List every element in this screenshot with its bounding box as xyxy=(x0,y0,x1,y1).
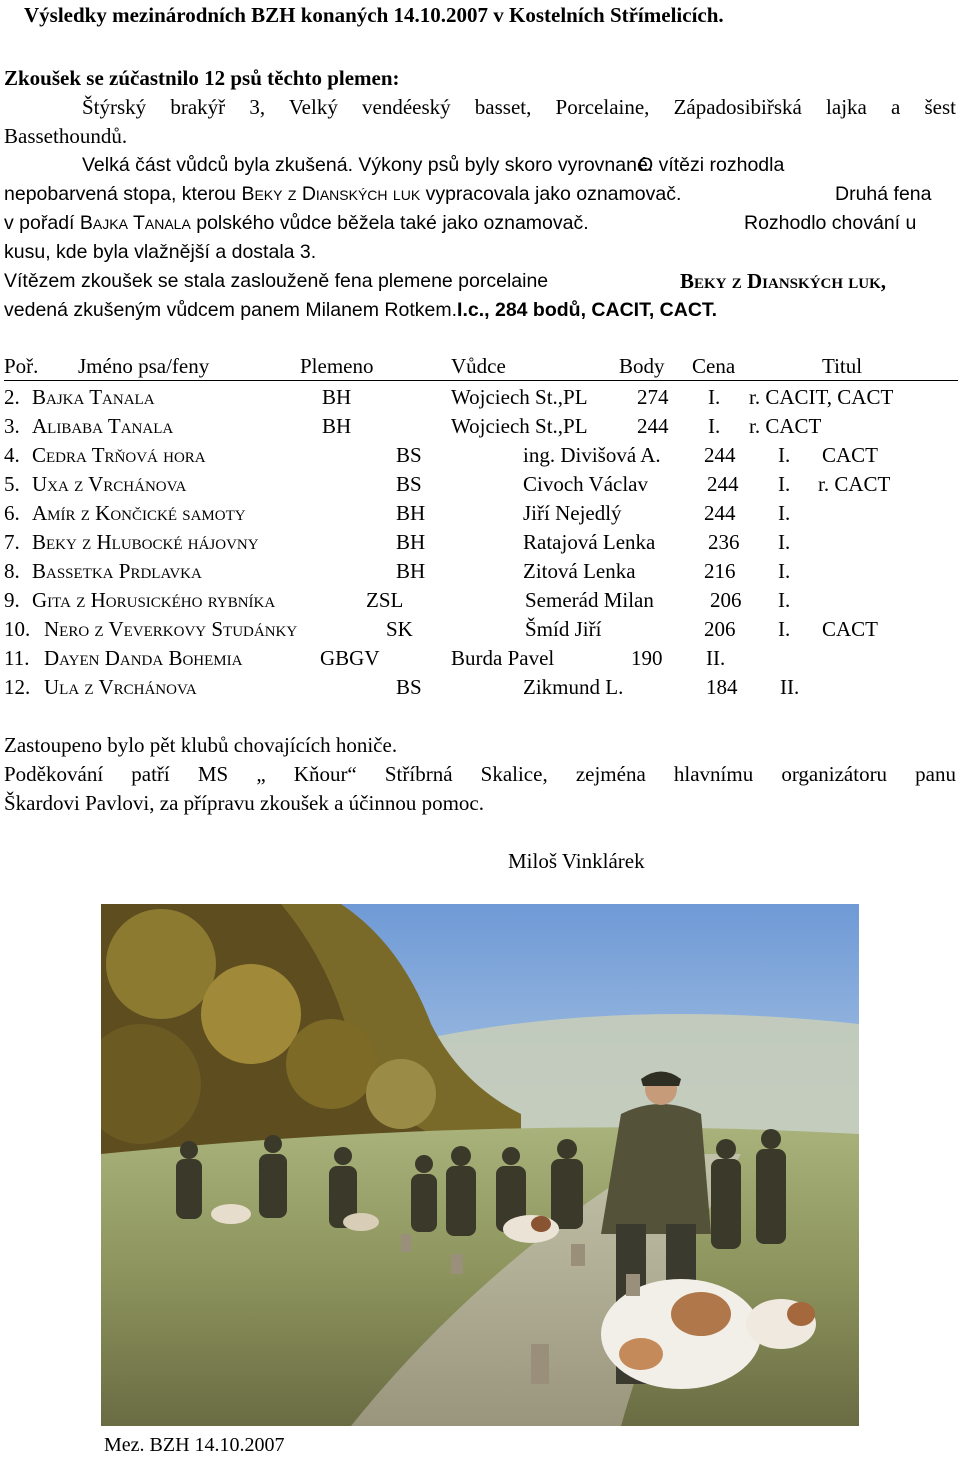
col-header-points: Body xyxy=(619,354,665,378)
row-points: 216 xyxy=(704,559,736,583)
row-rank: 12. xyxy=(4,675,31,699)
col-header-title: Titul xyxy=(822,354,863,378)
row-prize: I. xyxy=(708,414,721,438)
row-handler: Wojciech St.,PL xyxy=(451,385,588,409)
row-dog-name: Dayen Danda Bohemia xyxy=(44,646,243,670)
author-signature: Miloš Vinklárek xyxy=(508,849,645,873)
row-title: r. CACT xyxy=(818,472,891,496)
row-breed: BS xyxy=(396,443,422,467)
row-points: 244 xyxy=(637,414,669,438)
row-breed: SK xyxy=(386,617,413,641)
row-handler: Semerád Milan xyxy=(525,588,654,612)
row-breed: BH xyxy=(322,414,352,438)
row-dog-name: Gita z Horusického rybníka xyxy=(32,588,276,612)
col-header-rank: Poř. xyxy=(4,354,39,378)
row-rank: 10. xyxy=(4,617,31,641)
row-prize: I. xyxy=(778,588,791,612)
p2-b: vypracovala jako oznamovač. xyxy=(425,183,682,205)
row-rank: 9. xyxy=(4,588,20,612)
p2-c: Druhá fena xyxy=(835,183,932,205)
row-title: CACT xyxy=(822,617,879,641)
row-rank: 3. xyxy=(4,414,20,438)
row-breed: BH xyxy=(322,385,352,409)
row-breed: BS xyxy=(396,472,422,496)
winner-result: I.c., 284 bodů, CACIT, CACT. xyxy=(457,299,718,321)
row-prize: II. xyxy=(706,646,726,670)
row-rank: 4. xyxy=(4,443,20,467)
row-rank: 5. xyxy=(4,472,20,496)
winner-name: Beky z Dianských luk, xyxy=(680,269,887,293)
row-prize: I. xyxy=(778,501,791,525)
photo-caption: Mez. BZH 14.10.2007 xyxy=(104,1434,285,1456)
col-header-breed: Plemeno xyxy=(300,354,374,378)
p1-b: Výkony psů byly skoro vyrovnané. xyxy=(358,154,654,176)
row-handler: Ratajová Lenka xyxy=(523,530,656,554)
row-dog-name: Alibaba Tanala xyxy=(32,414,174,438)
row-handler: Jiří Nejedlý xyxy=(523,501,622,525)
row-rank: 2. xyxy=(4,385,20,409)
row-points: 184 xyxy=(706,675,738,699)
row-breed: BH xyxy=(396,559,426,583)
intro-heading: Zkoušek se zúčastnilo 12 psů těchto plemen: xyxy=(4,66,400,90)
row-title: r. CACIT, CACT xyxy=(749,385,894,409)
p2-a: nepobarvená stopa, kterou xyxy=(4,183,237,205)
clubs-note: Zastoupeno bylo pět klubů chovajících honiče. xyxy=(4,733,398,757)
row-handler: Šmíd Jiří xyxy=(525,617,602,641)
row-points: 244 xyxy=(707,472,739,496)
row-dog-name: Uxa z Vrchánova xyxy=(32,472,187,496)
row-dog-name: Ula z Vrchánova xyxy=(44,675,197,699)
p3-c: Rozhodlo chování u xyxy=(744,212,917,234)
thanks-line-2: Škardovi Pavlovi, za přípravu zkoušek a účinnou pomoc. xyxy=(4,791,484,815)
row-points: 206 xyxy=(704,617,736,641)
breeds-line-2: Bassethoundů. xyxy=(4,124,128,148)
row-rank: 8. xyxy=(4,559,20,583)
row-points: 244 xyxy=(704,501,736,525)
row-title: r. CACT xyxy=(749,414,822,438)
paragraph-line-5 xyxy=(4,269,548,293)
paragraph-line-6 xyxy=(4,298,717,322)
row-points: 274 xyxy=(637,385,669,409)
row-prize: I. xyxy=(778,472,791,496)
row-dog-name: Amír z Končické samoty xyxy=(32,501,246,525)
page-title: Výsledky mezinárodních BZH konaných 14.10.2007 v Kostelních Střímelicích. xyxy=(24,3,724,27)
p1-a: Velká část vůdců byla zkušená. xyxy=(82,154,353,176)
row-rank: 11. xyxy=(4,646,30,670)
breeds-line-1: Štýrský brakýř 3, Velký vendéeský basset, Porcelaine, Západosibiřská lajka a šest xyxy=(82,95,956,119)
event-photo xyxy=(101,904,859,1426)
row-title: CACT xyxy=(822,443,879,467)
row-handler: ing. Divišová A. xyxy=(523,443,661,467)
row-handler: Zitová Lenka xyxy=(523,559,636,583)
row-handler: Wojciech St.,PL xyxy=(451,414,588,438)
paragraph-line-4: kusu, kde byla vlažnější a dostala 3. xyxy=(4,241,317,263)
row-points: 244 xyxy=(704,443,736,467)
row-handler: Burda Pavel xyxy=(451,646,555,670)
row-dog-name: Nero z Veverkovy Studánky xyxy=(44,617,298,641)
p6-a: vedená zkušeným vůdcem panem Milanem Rotkem. xyxy=(4,299,458,321)
row-dog-name: Beky z Hlubocké hájovny xyxy=(32,530,259,554)
row-prize: I. xyxy=(778,443,791,467)
p5-a: Vítězem zkoušek se stala zaslouženě fena plemene porcelaine xyxy=(4,270,549,292)
paragraph-line-2 xyxy=(4,182,681,206)
col-header-name: Jméno psa/feny xyxy=(78,354,210,378)
p3-a: v pořadí xyxy=(4,212,75,234)
row-dog-name: Bajka Tanala xyxy=(32,385,155,409)
p1-c: O vítězi rozhodla xyxy=(638,154,785,176)
col-header-handler: Vůdce xyxy=(451,354,506,378)
row-breed: BH xyxy=(396,530,426,554)
paragraph-line-1 xyxy=(82,153,653,177)
row-dog-name: Bassetka Prdlavka xyxy=(32,559,202,583)
row-dog-name: Cedra Trňová hora xyxy=(32,443,206,467)
row-points: 190 xyxy=(631,646,663,670)
row-breed: ZSL xyxy=(366,588,404,612)
row-breed: BS xyxy=(396,675,422,699)
p3-b: polského vůdce běžela také jako oznamovač. xyxy=(196,212,589,234)
thanks-line-1: Poděkování patří MS „ Kňour“ Stříbrná Skalice, zejména hlavnímu organizátoru panu xyxy=(4,762,956,786)
dog-name-bajka: Bajka Tanala xyxy=(79,212,191,234)
row-prize: II. xyxy=(780,675,800,699)
row-points: 206 xyxy=(710,588,742,612)
row-prize: I. xyxy=(708,385,721,409)
row-prize: I. xyxy=(778,559,791,583)
row-breed: GBGV xyxy=(320,646,380,670)
row-handler: Civoch Václav xyxy=(523,472,648,496)
row-handler: Zikmund L. xyxy=(523,675,624,699)
col-header-prize: Cena xyxy=(692,354,736,378)
table-header-rule xyxy=(4,380,958,381)
row-points: 236 xyxy=(708,530,740,554)
row-prize: I. xyxy=(778,617,791,641)
row-prize: I. xyxy=(778,530,791,554)
dog-name-beky: Beky z Dianských luk xyxy=(241,183,421,205)
row-breed: BH xyxy=(396,501,426,525)
paragraph-line-3 xyxy=(4,211,589,235)
row-rank: 6. xyxy=(4,501,20,525)
row-rank: 7. xyxy=(4,530,20,554)
